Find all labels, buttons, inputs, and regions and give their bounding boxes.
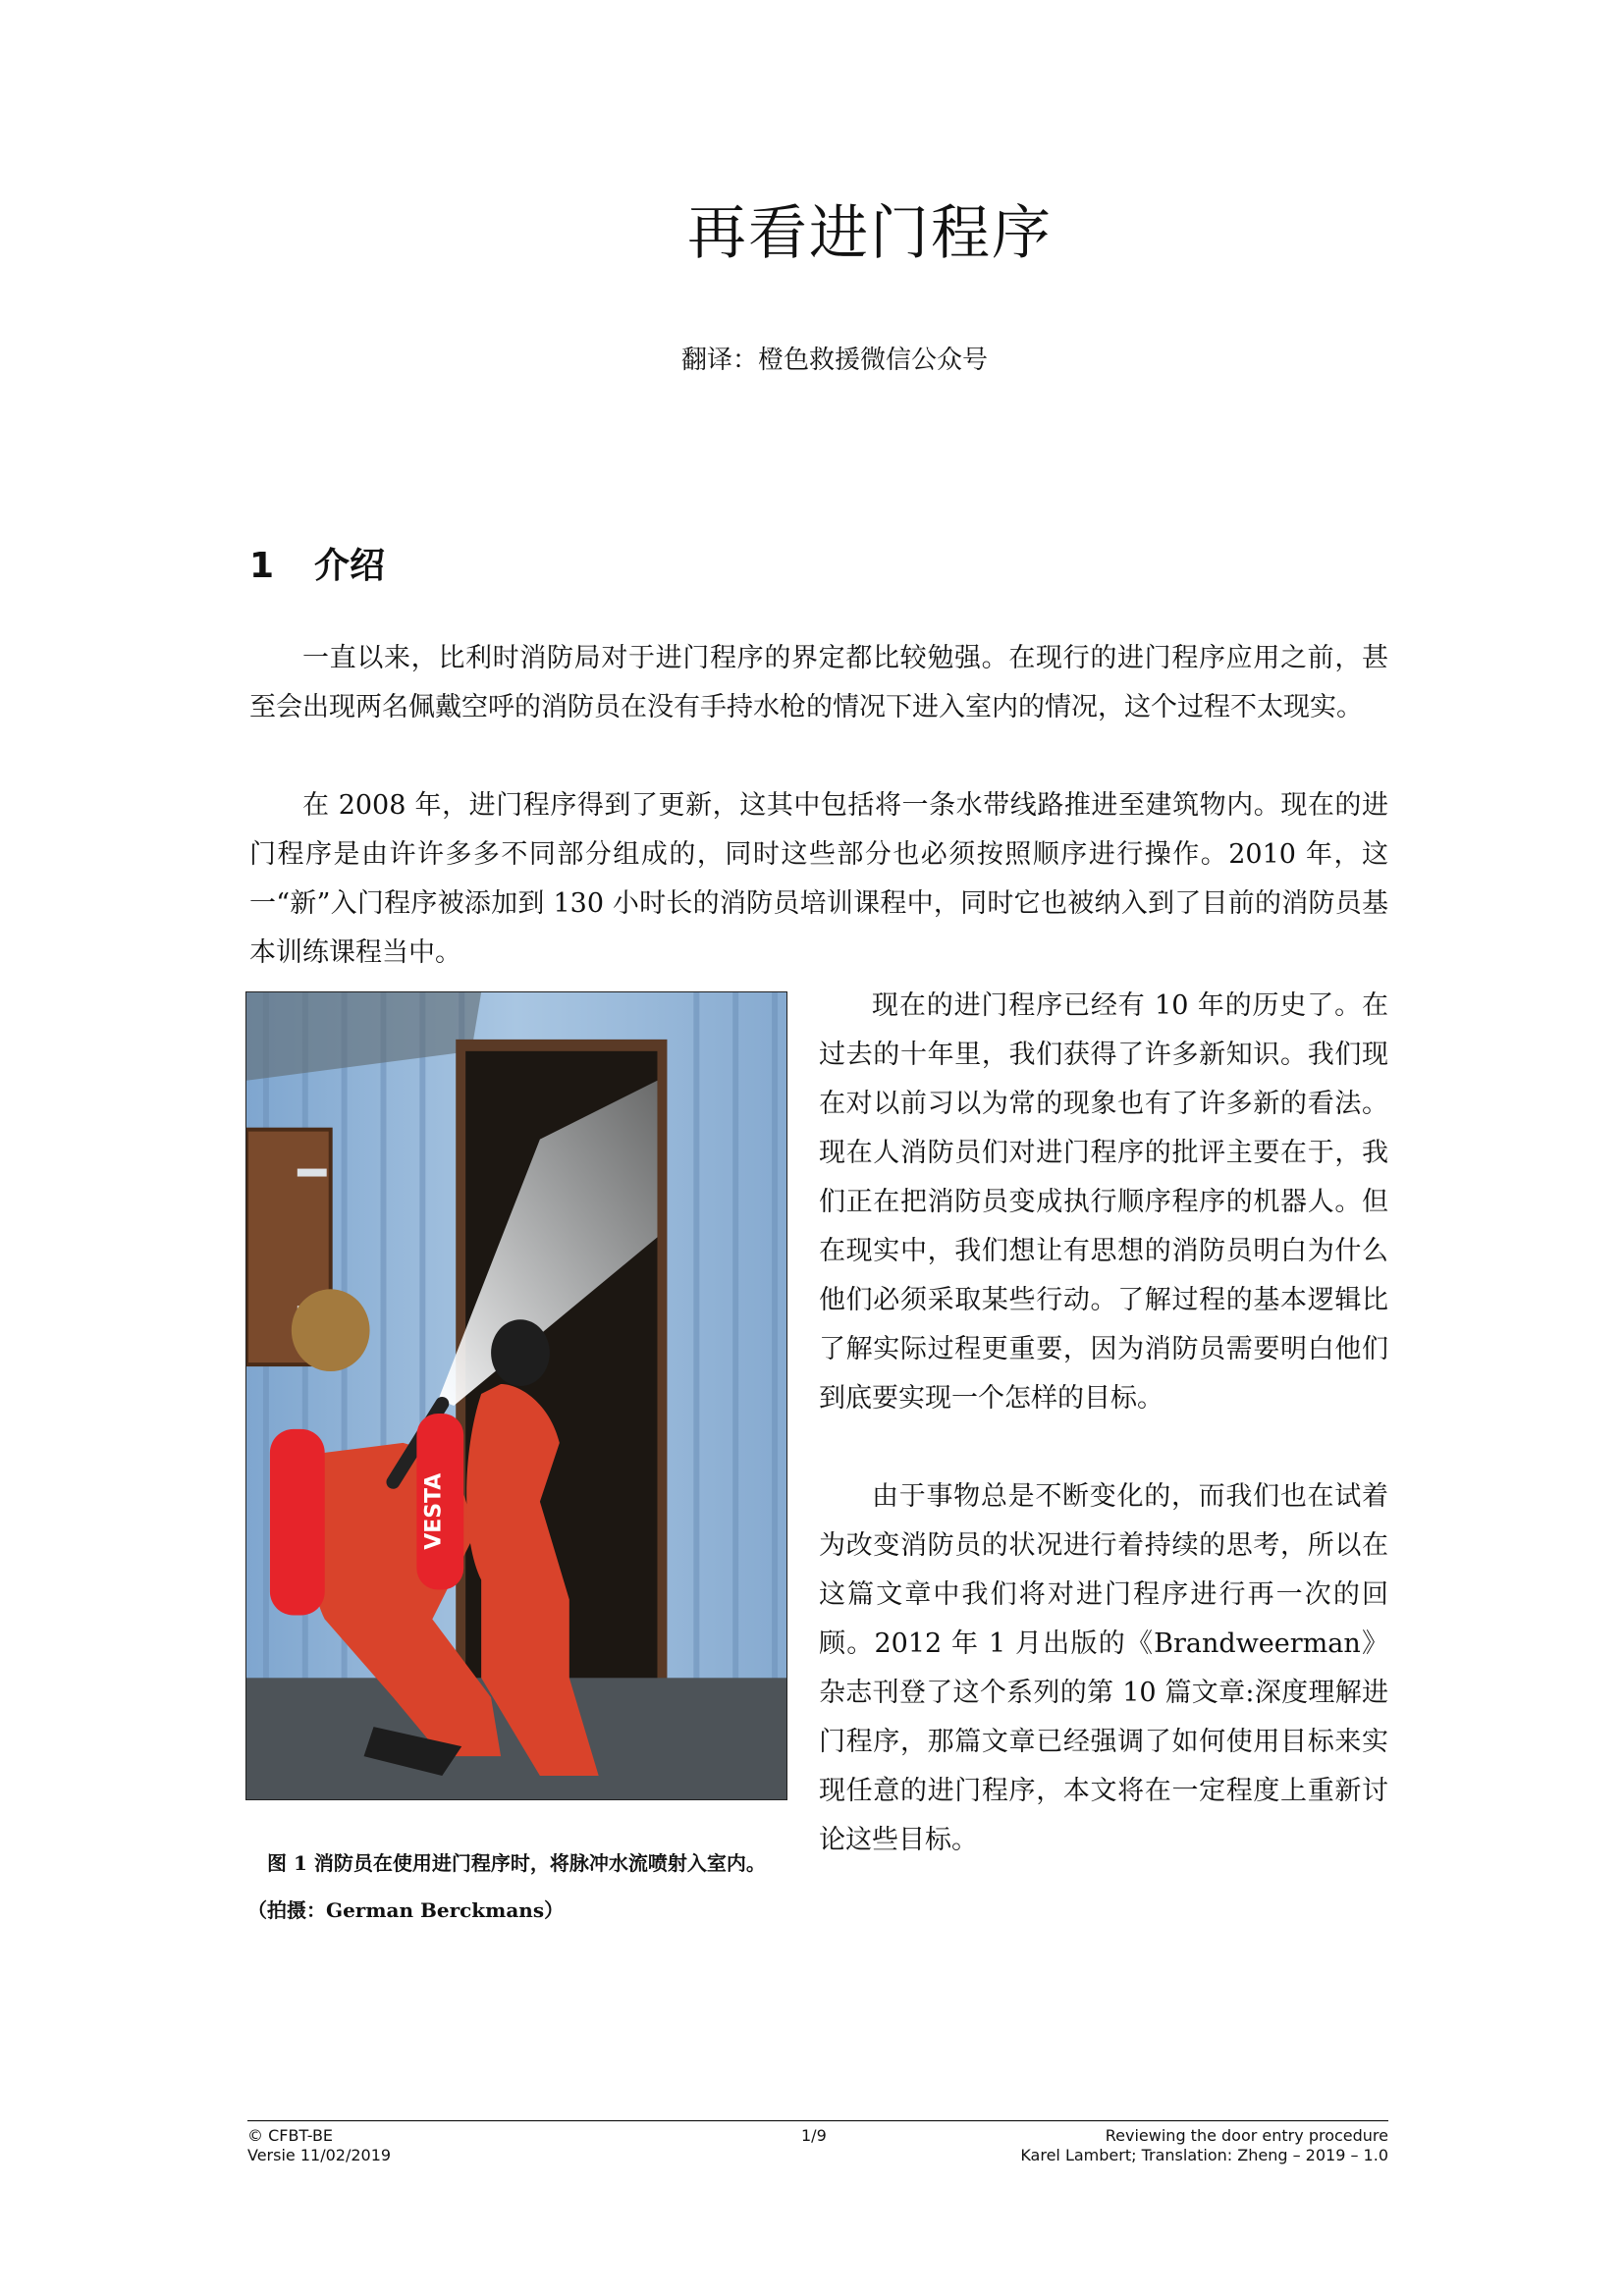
section-number: 1	[249, 546, 275, 586]
footer-page-number: 1/9	[801, 2126, 827, 2145]
footer-right	[1020, 2126, 1388, 2165]
helmet-black	[491, 1319, 550, 1386]
caption-line-2: （拍摄：German Berckmans）	[247, 1898, 565, 1922]
shutter-hinge-top	[298, 1169, 327, 1177]
cylinder-label: VESTA	[421, 1472, 447, 1550]
footer-left	[247, 2126, 391, 2165]
paragraph-2: 在 2008 年，进门程序得到了更新，这其中包括将一条水带线路推进至建筑物内。现在的进门程序是由许许多多不同部分组成的，同时这些部分也必须按照顺序进行操作。2010 年，这一“新”入门程序被添加到 130 小时长的消防员培训课程中，同时它也被纳入到了目前的消防员基本训练课程当中。	[249, 790, 1388, 968]
paragraph-4: 由于事物总是不断变化的，而我们也在试着为改变消防员的状况进行着持续的思考，所以在这篇文章中我们将对进门程序进行再一次的回顾。2012 年 1 月出版的《Brandweerman》杂志刊登了这个系列的第 10 篇文章:深度理解进门程序，那篇文章已经强调了如何使用目标来实现任意的进门程序，本文将在一定程度上重新讨论这些目标。	[819, 1481, 1388, 1855]
paragraph-1: 一直以来，比利时消防局对于进门程序的界定都比较勉强。在现行的进门程序应用之前，甚至会出现两名佩戴空呼的消防员在没有手持水枪的情况下进入室内的情况，这个过程不太现实。	[249, 643, 1388, 722]
figure-photo-firefighters	[245, 991, 787, 1800]
air-cylinder	[270, 1429, 325, 1616]
footer-divider	[247, 2120, 1388, 2121]
figure-caption	[247, 1840, 797, 1934]
helmet-brass	[292, 1289, 370, 1371]
footer-author: Karel Lambert; Translation: Zheng – 2019 – 1.0	[1020, 2146, 1388, 2164]
caption-line-1: 图 1 消防员在使用进门程序时，将脉冲水流喷射入室内。	[267, 1851, 766, 1875]
photo-illustration	[246, 992, 786, 1799]
footer-version: Versie 11/02/2019	[247, 2146, 392, 2164]
footer-doc-title: Reviewing the door entry procedure	[1105, 2126, 1388, 2145]
section-heading	[249, 538, 385, 588]
paragraph-3: 现在的进门程序已经有 10 年的历史了。在过去的十年里，我们获得了许多新知识。我们现在对以前习以为常的现象也有了许多新的看法。现在人消防员们对进门程序的批评主要在于，我们正在把消防员变成执行顺序程序的机器人。但在现实中，我们想让有思想的消防员明白为什么他们必须采取某些行动。了解过程的基本逻辑比了解实际过程更重要，因为消防员需要明白他们到底要实现一个怎样的目标。	[819, 990, 1388, 1414]
document-title: 再看进门程序	[687, 199, 1053, 268]
translator-credit: 翻译：橙色救援微信公众号	[681, 346, 989, 375]
footer-copyright: © CFBT-BE	[247, 2126, 334, 2145]
section-title: 介绍	[314, 546, 386, 586]
